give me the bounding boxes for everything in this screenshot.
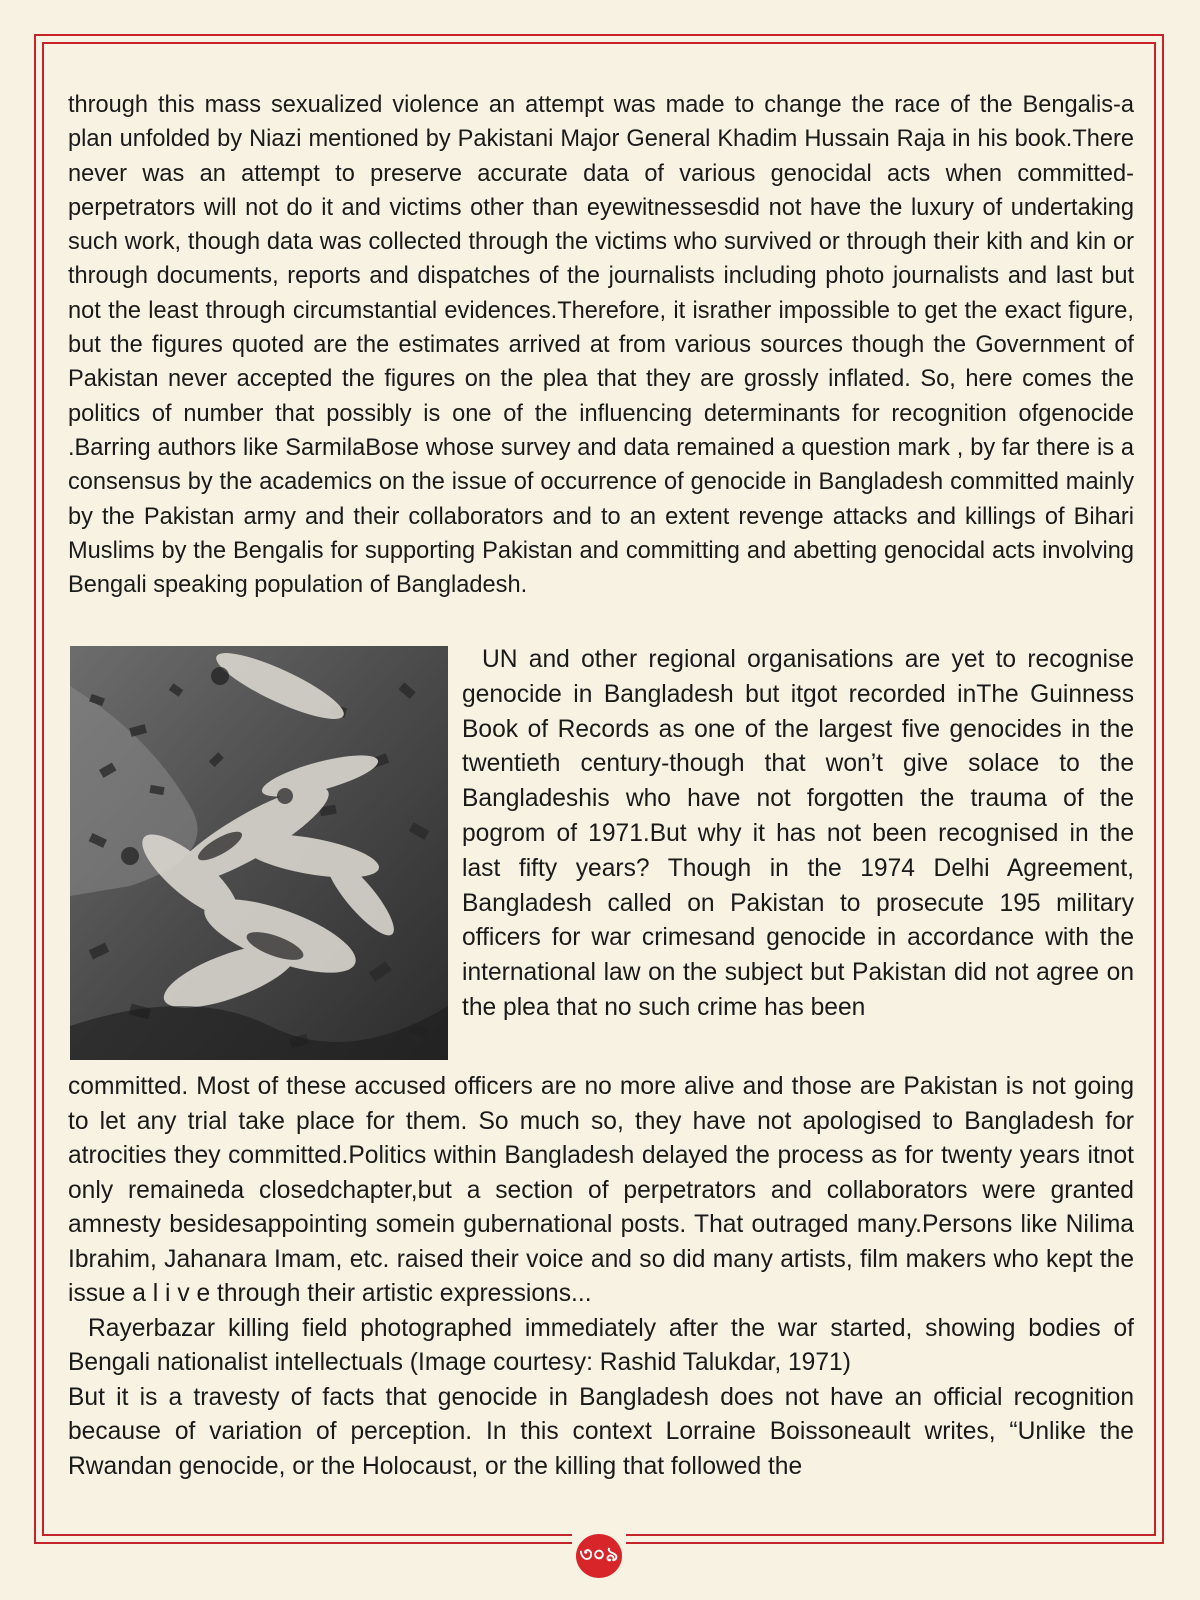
paragraph-text: committed. Most of these accused officers are no more alive and those are Pakistan is not going to let any trial take place for them. So much so, they have not apologised to Bangladesh for atrocities they committed.Politics within Bangladesh delayed the process as for twenty years itnot only remaineda closedchapter,but a section of perpetrators and collaborators were granted amnesty besidesappointing somein gubernational posts. That outraged many.Persons like Nilima Ibrahim, Jahanara Imam, etc. raised their voice and so did many artists, film makers who kept the issue a l i v e through their artistic expressions... (68, 1073, 1134, 1307)
photo-caption: Rayerbazar killing field photographed immediately after the war started, showing bodies of Bengali nationalist intellectuals (Image courtesy: Rashid Talukdar, 1971) (68, 1314, 1134, 1376)
paragraph-text: through this mass sexualized violence an attempt was made to change the race of the Bengalis-a plan unfolded by Niazi mentioned by Pakistani Major General Khadim Hussain Raja in his book.There never was an attempt to preserve accurate data of various genocidal acts when committed- perpetrators will not do it and victims other than eyewitnessesdid not have the luxury of undertaking such work, though data was collected through the victims who survived or through their kith and kin or through documents, reports and dispatches of the journalists including photo journalists and last but not the least through circumstantial evidences.Therefore, it israther impossible to get the exact figure, but the figures quoted are the estimates arrived at from various sources though the Government of Pakistan never accepted the figures on the plea that they are grossly inflated. So, here comes the politics of number that possibly is one of the influencing determinants for recognition ofgenocide .Barring authors like SarmilaBose whose survey and data remained a question mark , by far there is a consensus by the academics on the issue of occurrence of genocide in Bangladesh committed mainly by the Pakistan army and their collaborators and to an extent revenge attacks and killings of Bihari Muslims by the Bengalis for supporting Pakistan and committing and abetting genocidal acts involving Bengali speaking population of Bangladesh. (68, 92, 1134, 599)
article-paragraph-bottom (68, 1070, 1134, 1484)
article-paragraph-right (462, 643, 1134, 1026)
historical-photo (70, 646, 448, 1060)
photo-illustration (70, 646, 448, 1060)
paragraph-text: But it is a travesty of facts that genocide in Bangladesh does not have an official recognition because of variation of perception. In this context Lorraine Boissoneault writes, “Unlike the Rwandan genocide, or the Holocaust, or the killing that followed the (68, 1383, 1134, 1480)
paragraph-text: UN and other regional organisations are yet to recognise genocide in Bangladesh but itgot recorded inThe Guinness Book of Records as one of the largest five genocides in the twentieth century-though that won’t give solace to the Bangladeshis who have not forgotten the trauma of the pogrom of 1971.But why it has not been recognised in the last fifty years? Though in the 1974 Delhi Agreement, Bangladesh called on Pakistan to prosecute 195 military officers for war crimesand genocide in accordance with the international law on the subject but Pakistan did not agree on the plea that no such crime has been (462, 646, 1134, 1021)
article-paragraph-top (68, 88, 1134, 602)
page-number-badge: ৩০৯ (576, 1534, 622, 1578)
